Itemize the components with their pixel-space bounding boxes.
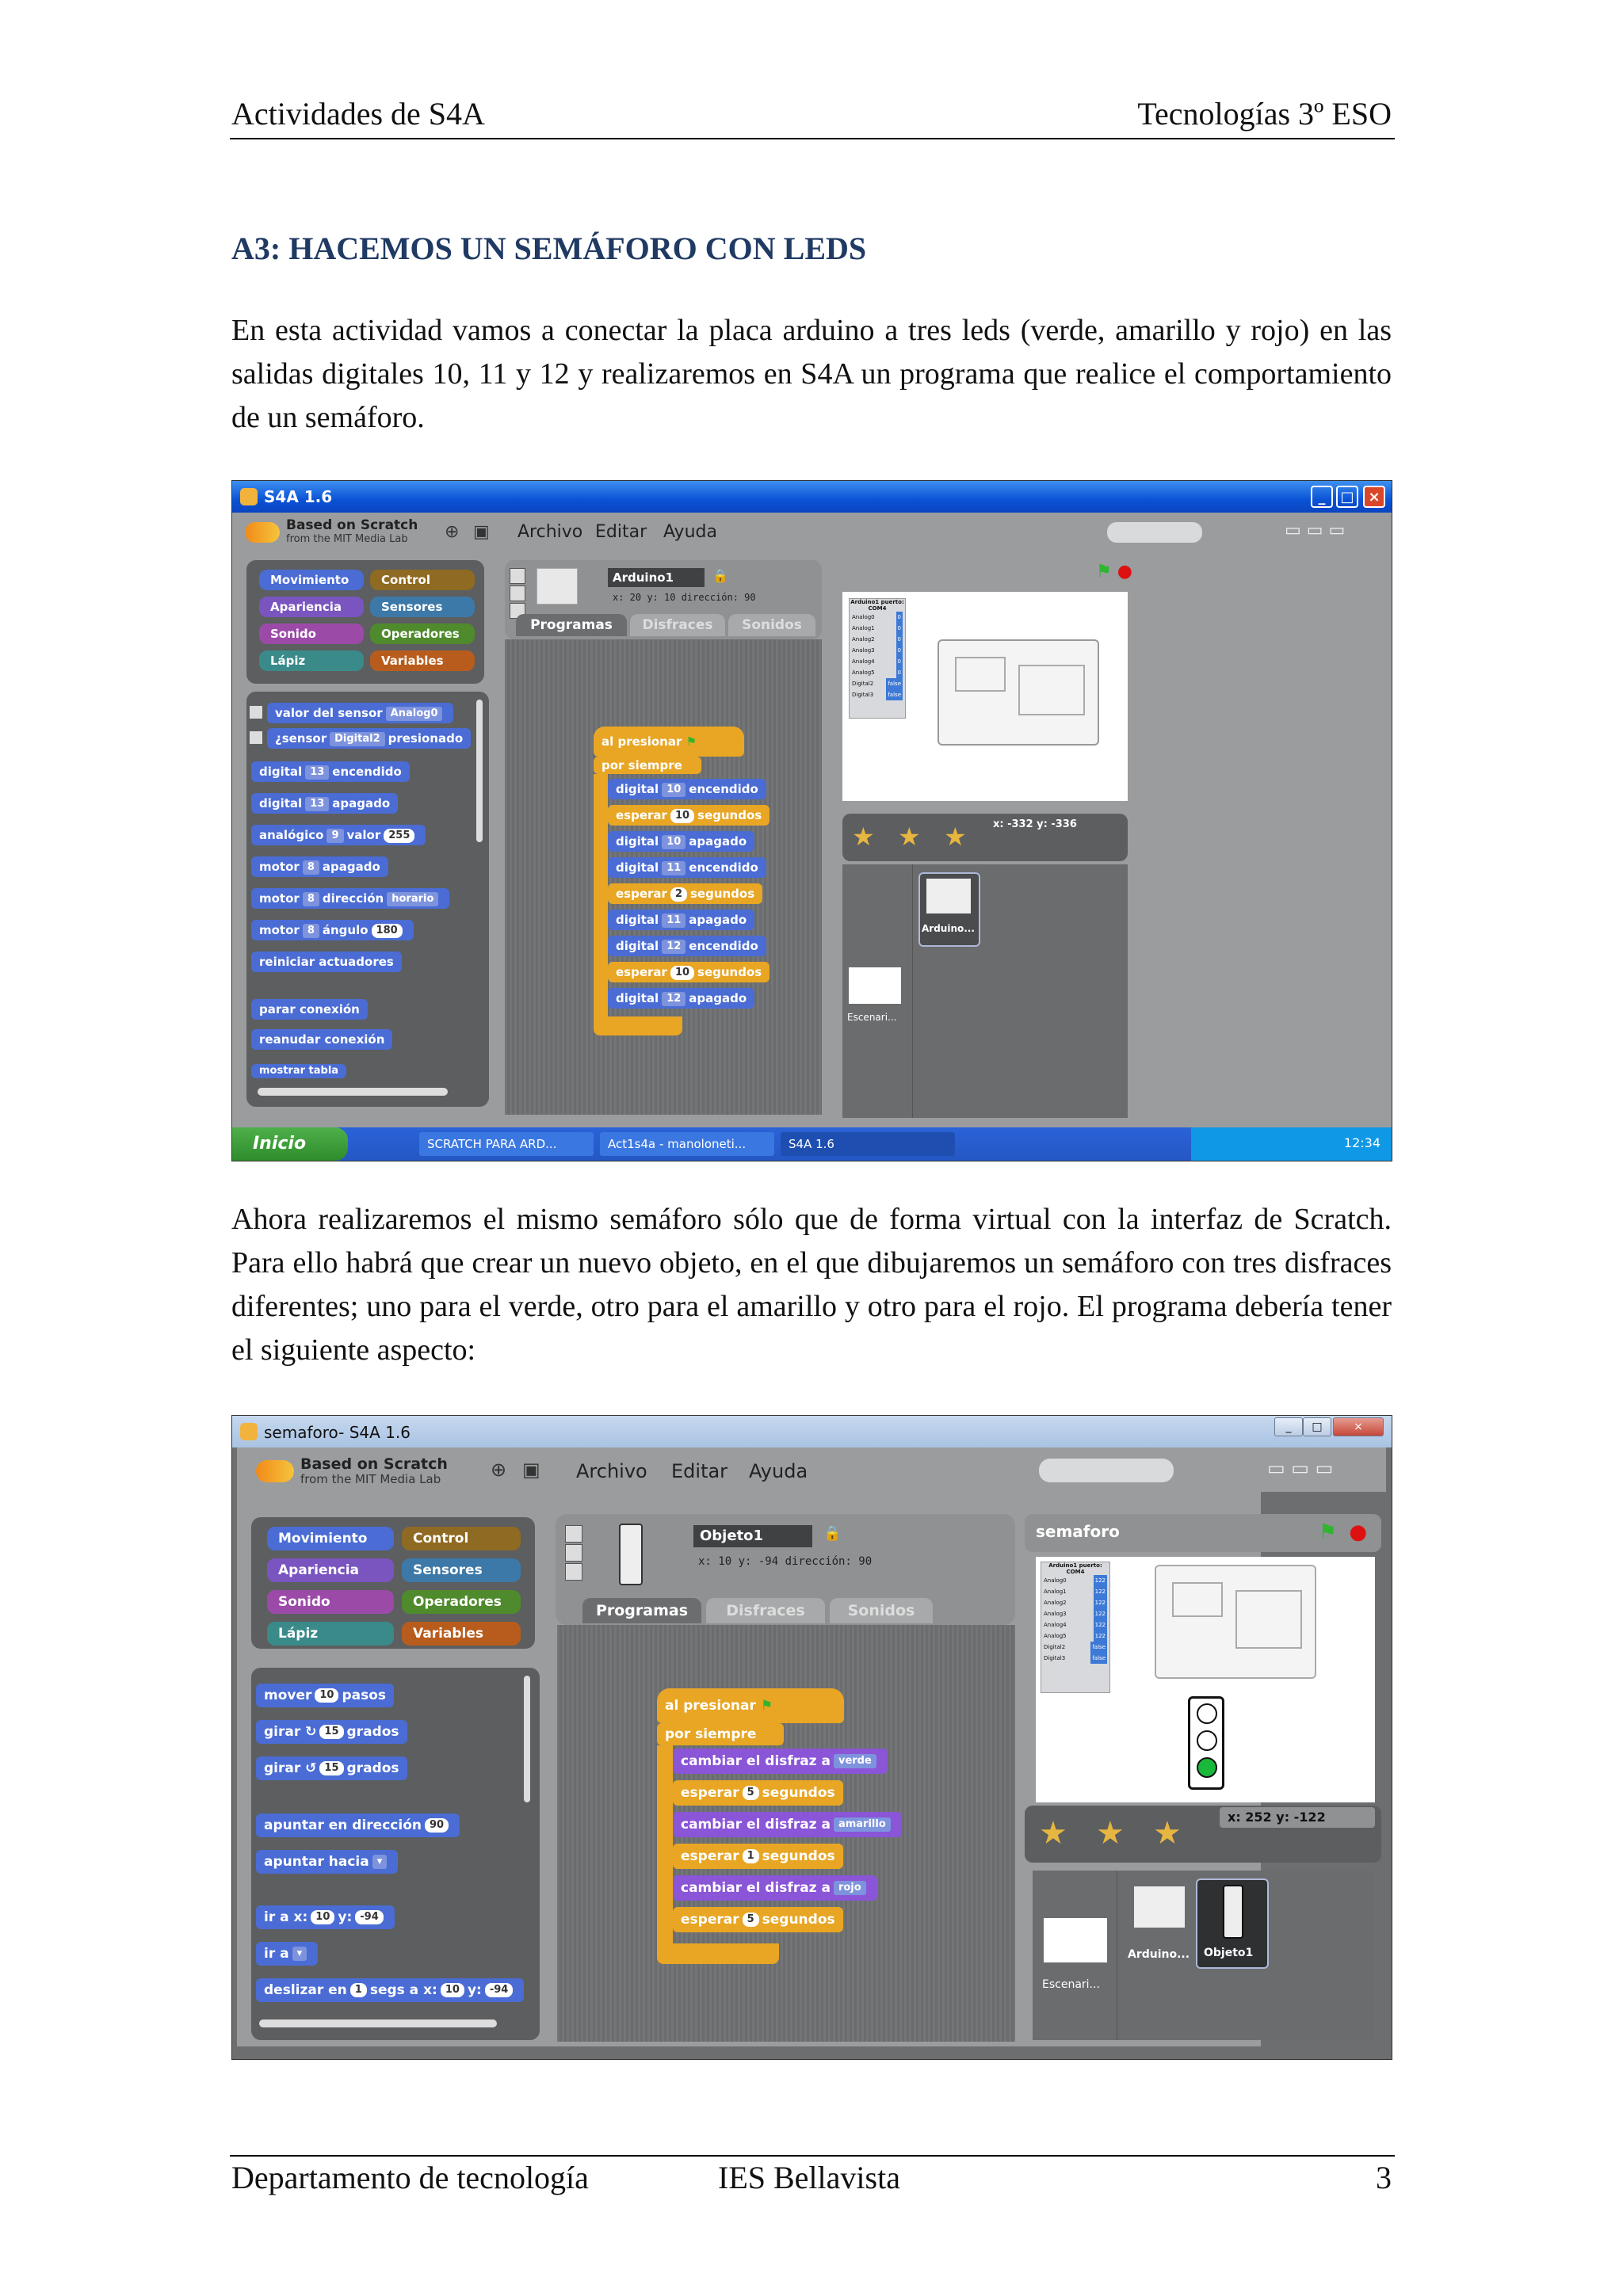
arduino-board-image	[1155, 1565, 1316, 1679]
arduino-thumbnail	[537, 568, 578, 605]
sensor-row: Analog3 0	[850, 645, 905, 656]
sensor-row: Digital3 false	[1041, 1653, 1109, 1664]
lock-icon[interactable]: 🔒	[823, 1525, 842, 1542]
block-forever[interactable]: por siempre	[594, 757, 701, 774]
sprite-list	[842, 864, 1128, 1118]
green-flag-icon: ⚑	[685, 734, 697, 749]
sprite-name-field[interactable]: Arduino1	[608, 568, 705, 587]
block-move[interactable]: mover 10 pasos	[256, 1684, 394, 1707]
maximize-button[interactable]: □	[1336, 486, 1358, 508]
sensor-board-rows	[1041, 1575, 1109, 1664]
stage-controls	[1096, 562, 1132, 582]
taskbar-item-browser[interactable]: Act1s4a - manoloneti...	[600, 1132, 774, 1156]
minimize-button[interactable]: _	[1274, 1417, 1303, 1436]
forever-foot	[594, 1016, 682, 1035]
block-reset-actuators[interactable]: reiniciar actuadores	[251, 952, 402, 972]
sensor-row: Analog3 122	[1041, 1608, 1109, 1619]
header-right: Tecnologías 3º ESO	[1137, 96, 1392, 132]
block-wait[interactable]: esperar 10 segundos	[608, 962, 769, 982]
tab-disfraces[interactable]: Disfraces	[706, 1598, 825, 1623]
tab-sonidos[interactable]: Sonidos	[728, 614, 815, 636]
sensor-row: Analog0 0	[850, 612, 905, 623]
scripts-area[interactable]	[505, 639, 822, 1115]
hat-when-flag[interactable]: al presionar ⚑	[594, 727, 744, 757]
cat-apariencia[interactable]: Apariencia	[267, 1558, 394, 1582]
block-turn-right[interactable]: girar ↻ 15 grados	[256, 1720, 407, 1744]
arduino-board-image	[938, 639, 1099, 746]
semaforo-sprite[interactable]	[1188, 1696, 1224, 1790]
window-titlebar	[232, 1416, 1392, 1447]
block-digital[interactable]: digital 10 apagado	[608, 831, 754, 852]
light-red	[1197, 1703, 1217, 1724]
block-palette	[251, 1668, 540, 2040]
cat-operadores[interactable]: Operadores	[370, 624, 475, 644]
block-digital-on[interactable]: digital 13 encendido	[251, 761, 410, 782]
sensor-row: Analog5 0	[850, 667, 905, 678]
tab-programas[interactable]: Programas	[582, 1598, 701, 1623]
block-sensor-value[interactable]: valor del sensor Analog0	[267, 703, 453, 723]
sprite-thumb-arduino[interactable]	[918, 872, 980, 947]
sprite-name-field[interactable]: Objeto1	[693, 1525, 812, 1547]
checkbox-sensor1[interactable]	[250, 706, 262, 719]
sensor-board-title: Arduino1 puerto: COM4	[1048, 1562, 1102, 1575]
start-button[interactable]: Inicio	[232, 1127, 348, 1161]
block-wait[interactable]: esperar 10 segundos	[608, 805, 769, 826]
app-icon	[240, 1423, 258, 1440]
block-goto-xy[interactable]: ir a x: 10 y: -94	[256, 1905, 395, 1929]
rotate-style-icon[interactable]	[510, 568, 525, 584]
block-wait[interactable]: esperar 5 segundos	[673, 1780, 843, 1806]
random-sprite-icon[interactable]: ★	[944, 822, 967, 852]
block-resume-connection[interactable]: reanudar conexión	[251, 1029, 392, 1050]
sprite-thumb-objeto1[interactable]	[1196, 1878, 1269, 1969]
sensor-row: Digital3 false	[850, 689, 905, 700]
system-tray	[1191, 1127, 1392, 1161]
palette-hscrollbar[interactable]	[258, 1088, 448, 1096]
stage-label: Escenari...	[1042, 1978, 1100, 1991]
menu-ayuda[interactable]: Ayuda	[663, 522, 717, 542]
stage-size-icons[interactable]: ▭ ▭ ▭	[1267, 1457, 1334, 1479]
block-digital[interactable]: digital 12 encendido	[608, 936, 766, 956]
clock: 12:34	[1343, 1135, 1381, 1150]
sensor-row: Analog0 122	[1041, 1575, 1109, 1586]
menu-bar	[232, 513, 1392, 552]
taskbar-item-scratch[interactable]: SCRATCH PARA ARD...	[419, 1132, 594, 1156]
green-flag-icon[interactable]: ⚑	[1318, 1520, 1337, 1544]
intro-paragraph: En esta actividad vamos a conectar la placa arduino a tres leds (verde, amarillo y rojo) en las salidas digitales 10, 11 y 12 y realizaremos en S4A un programa que realice el comportamiento de un semáforo.	[231, 314, 1392, 434]
globe-icon[interactable]: ⊕	[491, 1459, 507, 1481]
turn-left-icon: ↺	[305, 1760, 317, 1776]
sensor-board	[849, 598, 906, 719]
block-forever[interactable]: por siempre	[657, 1723, 784, 1745]
block-point-towards[interactable]: apuntar hacia ▾	[256, 1850, 398, 1874]
block-switch-costume[interactable]: cambiar el disfraz a verde	[673, 1749, 888, 1774]
cat-operadores[interactable]: Operadores	[402, 1590, 521, 1614]
block-sensor-pressed[interactable]: ¿sensor Digital2 presionado	[267, 728, 471, 749]
close-button[interactable]: ×	[1333, 1417, 1384, 1436]
menu-editar[interactable]: Editar	[671, 1460, 728, 1482]
light-green	[1197, 1757, 1217, 1778]
sensor-row: Analog4 0	[850, 656, 905, 667]
scratch-logo-icon	[256, 1460, 294, 1482]
sensor-row: Digital2 false	[1041, 1642, 1109, 1653]
cat-lapiz[interactable]: Lápiz	[267, 1622, 394, 1646]
app-icon	[240, 488, 258, 505]
logo-line1: Based on Scratch	[300, 1455, 448, 1473]
sprite-header	[505, 560, 822, 639]
tab-sonidos[interactable]: Sonidos	[830, 1598, 933, 1623]
palette-hscrollbar[interactable]	[259, 2019, 497, 2027]
tool-buttons[interactable]	[1039, 1459, 1174, 1482]
sensor-board-title: Arduino1 puerto: COM4	[850, 599, 904, 612]
scripts-area[interactable]	[557, 1625, 1015, 2042]
sensor-row: Analog5 122	[1041, 1630, 1109, 1642]
minimize-button[interactable]: _	[1311, 486, 1333, 508]
cat-control[interactable]: Control	[370, 570, 475, 590]
flip-style-icon[interactable]	[565, 1544, 582, 1562]
light-yellow	[1197, 1730, 1217, 1751]
sensor-row: Analog1 122	[1041, 1586, 1109, 1597]
category-panel	[246, 560, 484, 684]
block-turn-left[interactable]: girar ↺ 15 grados	[256, 1756, 407, 1780]
block-switch-costume[interactable]: cambiar el disfraz a rojo	[673, 1875, 877, 1901]
cat-apariencia[interactable]: Apariencia	[259, 597, 364, 617]
save-icon[interactable]: ▣	[522, 1459, 540, 1481]
block-glide[interactable]: deslizar en 1 segs a x: 10 y: -94	[256, 1978, 524, 2002]
header-left: Actividades de S4A	[231, 96, 485, 132]
cat-sensores[interactable]: Sensores	[402, 1558, 521, 1582]
palette-scrollbar[interactable]	[524, 1676, 530, 1802]
random-sprite-icon[interactable]: ★	[1153, 1815, 1182, 1852]
forever-arm	[594, 774, 608, 1016]
logo-line1: Based on Scratch	[286, 517, 418, 533]
header-rule	[230, 138, 1395, 139]
paint-new-sprite-icon[interactable]: ★	[852, 822, 875, 852]
tab-disfraces[interactable]: Disfraces	[630, 614, 725, 636]
sprite-position: x: 20 y: 10 dirección: 90	[613, 592, 756, 603]
cat-sensores[interactable]: Sensores	[370, 597, 475, 617]
globe-icon[interactable]: ⊕	[445, 522, 460, 542]
sprite-toolbar	[842, 814, 1128, 861]
block-wait[interactable]: esperar 5 segundos	[673, 1907, 843, 1932]
menu-archivo[interactable]: Archivo	[517, 522, 583, 542]
sensor-board	[1041, 1562, 1110, 1693]
menu-ayuda[interactable]: Ayuda	[749, 1460, 808, 1482]
block-analog-value[interactable]: analógico 9 valor 255	[251, 825, 426, 845]
mouse-coordinates: x: -332 y: -336	[993, 818, 1077, 830]
block-point-direction[interactable]: apuntar en dirección 90	[256, 1814, 460, 1837]
tool-buttons[interactable]	[1107, 522, 1202, 543]
menu-archivo[interactable]: Archivo	[576, 1460, 647, 1482]
cat-control[interactable]: Control	[402, 1527, 521, 1550]
footer-department: Departamento de tecnología	[231, 2160, 589, 2195]
block-digital[interactable]: digital 11 encendido	[608, 857, 766, 878]
cat-movimiento[interactable]: Movimiento	[267, 1527, 394, 1550]
page-number: 3	[1376, 2160, 1392, 2195]
tab-programas[interactable]: Programas	[516, 614, 627, 636]
stage-thumb[interactable]	[849, 967, 901, 1004]
block-digital[interactable]: digital 10 encendido	[608, 779, 766, 799]
taskbar	[232, 1127, 1392, 1161]
forever-arm	[657, 1745, 673, 1943]
logo-line2: from the MIT Media Lab	[300, 1472, 441, 1486]
sensor-board-rows	[850, 612, 905, 700]
stage-header	[1025, 1514, 1381, 1552]
choose-sprite-icon[interactable]: ★	[1096, 1815, 1125, 1852]
block-wait[interactable]: esperar 2 segundos	[608, 883, 762, 904]
turn-right-icon: ↻	[305, 1724, 317, 1740]
sensor-row: Analog2 122	[1041, 1597, 1109, 1608]
stop-icon[interactable]: ●	[1349, 1520, 1367, 1544]
sensor-row: Analog2 0	[850, 634, 905, 645]
flip-style-icon[interactable]	[510, 585, 525, 601]
sprite-thumb-arduino[interactable]	[1126, 1882, 1191, 1967]
cat-variables[interactable]: Variables	[402, 1622, 521, 1646]
forever-foot	[657, 1943, 779, 1964]
stage-thumb[interactable]	[1044, 1918, 1107, 1962]
footer-rule	[230, 2155, 1395, 2157]
no-rotate-icon[interactable]	[565, 1563, 582, 1581]
cat-variables[interactable]: Variables	[370, 650, 475, 671]
stop-icon[interactable]: ●	[1117, 562, 1132, 582]
hat-when-flag[interactable]: al presionar ⚑	[657, 1688, 844, 1723]
sprite-position: x: 10 y: -94 dirección: 90	[698, 1555, 873, 1568]
mouse-coordinates: x: 252 y: -122	[1220, 1807, 1375, 1828]
block-switch-costume[interactable]: cambiar el disfraz a amarillo	[673, 1812, 902, 1837]
sprite-label-objeto1: Objeto1	[1204, 1947, 1254, 1959]
block-digital-off[interactable]: digital 13 apagado	[251, 793, 398, 814]
stage-label: Escenari...	[847, 1012, 897, 1023]
sprite-list	[1033, 1871, 1373, 2040]
block-digital[interactable]: digital 12 apagado	[608, 988, 754, 1009]
stage[interactable]	[1036, 1557, 1375, 1802]
block-motor-angle[interactable]: motor 8 ángulo 180	[251, 920, 414, 940]
window-title: semaforo- S4A 1.6	[264, 1423, 411, 1442]
green-flag-icon: ⚑	[760, 1698, 773, 1714]
sprite-label-arduino: Arduino...	[922, 923, 975, 934]
block-digital[interactable]: digital 11 apagado	[608, 910, 754, 930]
footer-school: IES Bellavista	[718, 2160, 900, 2195]
window-title: S4A 1.6	[264, 487, 333, 506]
maximize-button[interactable]: □	[1303, 1417, 1331, 1436]
block-motor-direction[interactable]: motor 8 dirección horario	[251, 888, 449, 909]
activity-title: A3: HACEMOS UN SEMÁFORO CON LEDS	[231, 231, 867, 266]
sprite-header	[556, 1514, 1015, 1625]
palette-scrollbar[interactable]	[476, 700, 483, 842]
stage-project-name: semaforo	[1036, 1522, 1120, 1541]
scratch-logo-icon	[245, 522, 280, 543]
menu-editar[interactable]: Editar	[595, 522, 647, 542]
sensor-row: Analog1 0	[850, 623, 905, 634]
block-wait[interactable]: esperar 1 segundos	[673, 1844, 843, 1869]
sensor-row: Analog4 122	[1041, 1619, 1109, 1630]
sensor-row: Digital2 false	[850, 678, 905, 689]
block-motor-off[interactable]: motor 8 apagado	[251, 856, 388, 877]
checkbox-sensor2[interactable]	[250, 731, 262, 744]
cat-sonido[interactable]: Sonido	[267, 1590, 394, 1614]
virtual-paragraph: Ahora realizaremos el mismo semáforo sólo que de forma virtual con la interfaz de Scratch. Para ello habrá que crear un nuevo objeto, en el que dibujaremos un semáforo con tres disfraces diferentes; uno para el verde, otro para el amarillo y otro para el rojo. El programa debería tener el siguiente aspecto:	[231, 1203, 1392, 1367]
cat-movimiento[interactable]: Movimiento	[259, 570, 364, 590]
screenshot-s4a-arduino	[231, 480, 1392, 1161]
block-goto[interactable]: ir a ▾	[256, 1942, 318, 1966]
rotate-style-icon[interactable]	[565, 1525, 582, 1543]
stage[interactable]	[842, 592, 1128, 801]
block-stop-connection[interactable]: parar conexión	[251, 999, 368, 1020]
cat-sonido[interactable]: Sonido	[259, 624, 364, 644]
paint-new-sprite-icon[interactable]: ★	[1039, 1815, 1067, 1852]
sprite-label-arduino: Arduino...	[1128, 1948, 1190, 1961]
green-flag-icon[interactable]: ⚑	[1096, 562, 1112, 582]
semaforo-thumbnail	[619, 1524, 643, 1585]
stage-size-icons[interactable]: ▭ ▭ ▭	[1285, 521, 1346, 540]
cat-lapiz[interactable]: Lápiz	[259, 650, 364, 671]
taskbar-item-s4a[interactable]: S4A 1.6	[781, 1132, 955, 1156]
choose-sprite-icon[interactable]: ★	[898, 822, 921, 852]
sprite-toolbar	[1025, 1806, 1381, 1863]
save-icon[interactable]: ▣	[473, 522, 490, 542]
category-panel	[251, 1517, 535, 1649]
close-button[interactable]: ×	[1363, 486, 1385, 508]
block-palette	[246, 692, 489, 1107]
screenshot-s4a-semaforo	[231, 1415, 1392, 2060]
menu-bar	[237, 1447, 1386, 1492]
block-show-table[interactable]: mostrar tabla	[251, 1064, 346, 1078]
logo-line2: from the MIT Media Lab	[286, 533, 408, 545]
window-titlebar	[232, 481, 1392, 513]
lock-icon[interactable]: 🔒	[712, 568, 728, 583]
